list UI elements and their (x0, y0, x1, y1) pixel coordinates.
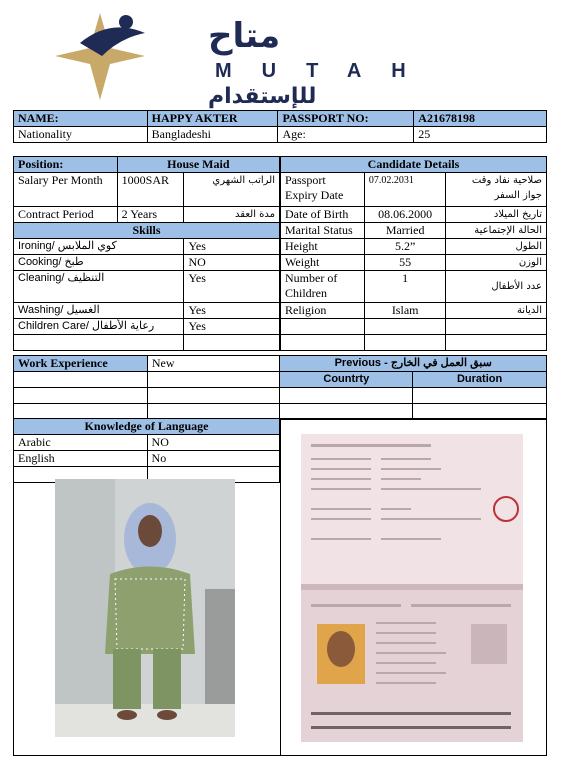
blank-row (14, 335, 184, 351)
passport-scan (301, 434, 523, 742)
skill-cooking-label: Cooking/ طبخ (14, 255, 184, 271)
logo-latin: MUTAH (215, 60, 436, 82)
name-value: HAPPY AKTER (147, 111, 278, 127)
marital-label: Marital Status (281, 223, 365, 239)
skill-washing-value: Yes (184, 303, 280, 319)
blank-cell (14, 388, 148, 404)
skill-cooking-value: NO (184, 255, 280, 271)
children-value: 1 (364, 271, 446, 303)
skill-children-care-label: Children Care/ رعاية الأطفال (14, 319, 184, 335)
person-photo-icon (55, 479, 235, 737)
language-english-label: English (14, 451, 148, 467)
passport-expiry-arabic: صلاحية نفاد وقت جواز السفر (446, 173, 547, 207)
position-value: House Maid (117, 157, 279, 173)
blank-cell (446, 319, 547, 335)
work-experience-value: New (147, 356, 280, 372)
language-english-value: No (147, 451, 279, 467)
dob-label: Date of Birth (281, 207, 365, 223)
work-experience-label: Work Experience (14, 356, 148, 372)
language-title: Knowledge of Language (14, 419, 280, 435)
blank-cell (147, 388, 280, 404)
logo-arabic-bottom: للإستقدام (208, 84, 317, 109)
blank-cell (280, 388, 413, 404)
language-table (13, 418, 280, 483)
blank-cell (364, 335, 446, 351)
height-arabic: الطول (446, 239, 547, 255)
skill-ironing-label: Ironing/ كوي الملابس (14, 239, 184, 255)
weight-value: 55 (364, 255, 446, 271)
skill-washing-label: Washing/ الغسيل (14, 303, 184, 319)
religion-label: Religion (281, 303, 365, 319)
language-arabic-label: Arabic (14, 435, 148, 451)
age-value: 25 (414, 127, 547, 143)
blank-cell (281, 319, 365, 335)
passport-expiry-label: Passport Expiry Date (281, 173, 365, 207)
candidate-details-table (280, 156, 547, 351)
age-label: Age: (278, 127, 414, 143)
weight-label: Weight (281, 255, 365, 271)
blank-cell (184, 335, 280, 351)
skill-cleaning-value: Yes (184, 271, 280, 303)
passport-value: A21678198 (414, 111, 547, 127)
header-table (13, 110, 547, 143)
country-column-header: Countrty (280, 372, 413, 388)
skill-cleaning-label: Cleaning/ التنظيف (14, 271, 184, 303)
passport-image-icon (301, 434, 523, 742)
children-arabic: عدد الأطفال (446, 271, 547, 303)
position-label: Position: (14, 157, 118, 173)
weight-arabic: الوزن (446, 255, 547, 271)
religion-arabic: الديانة (446, 303, 547, 319)
skill-children-care-value: Yes (184, 319, 280, 335)
children-label: Number of Children (281, 271, 365, 303)
work-experience-table (13, 355, 547, 420)
passport-expiry-value: 07.02.2031 (364, 173, 446, 207)
passport-label: PASSPORT NO: (278, 111, 414, 127)
logo (40, 8, 510, 108)
contract-label: Contract Period (14, 207, 118, 223)
blank-cell (147, 372, 280, 388)
star-logo-icon (40, 8, 170, 103)
blank-cell (446, 335, 547, 351)
candidate-details-title: Candidate Details (281, 157, 547, 173)
height-value: 5.2” (364, 239, 446, 255)
salary-value: 1000SAR (117, 173, 184, 207)
previous-work-title: Previous - سبق العمل في الخارج (280, 356, 547, 372)
salary-arabic: الراتب الشهري (184, 173, 280, 207)
duration-column-header: Duration (413, 372, 547, 388)
height-label: Height (281, 239, 365, 255)
nationality-value: Bangladeshi (147, 127, 278, 143)
blank-cell (14, 372, 148, 388)
contract-arabic: مدة العقد (184, 207, 280, 223)
blank-cell (281, 335, 365, 351)
dob-value: 08.06.2000 (364, 207, 446, 223)
contract-value: 2 Years (117, 207, 184, 223)
skill-ironing-value: Yes (184, 239, 280, 255)
logo-arabic-top: متاح (208, 16, 281, 56)
name-label: NAME: (14, 111, 148, 127)
frame-divider (280, 418, 281, 756)
language-arabic-value: NO (147, 435, 279, 451)
marital-value: Married (364, 223, 446, 239)
dob-arabic: تاريخ الميلاد (446, 207, 547, 223)
salary-label: Salary Per Month (14, 173, 118, 207)
candidate-photo (55, 479, 235, 737)
blank-cell (364, 319, 446, 335)
nationality-label: Nationality (14, 127, 148, 143)
skills-title: Skills (14, 223, 280, 239)
marital-arabic: الحالة الإجتماعية (446, 223, 547, 239)
religion-value: Islam (364, 303, 446, 319)
blank-cell (413, 388, 547, 404)
position-table (13, 156, 280, 351)
